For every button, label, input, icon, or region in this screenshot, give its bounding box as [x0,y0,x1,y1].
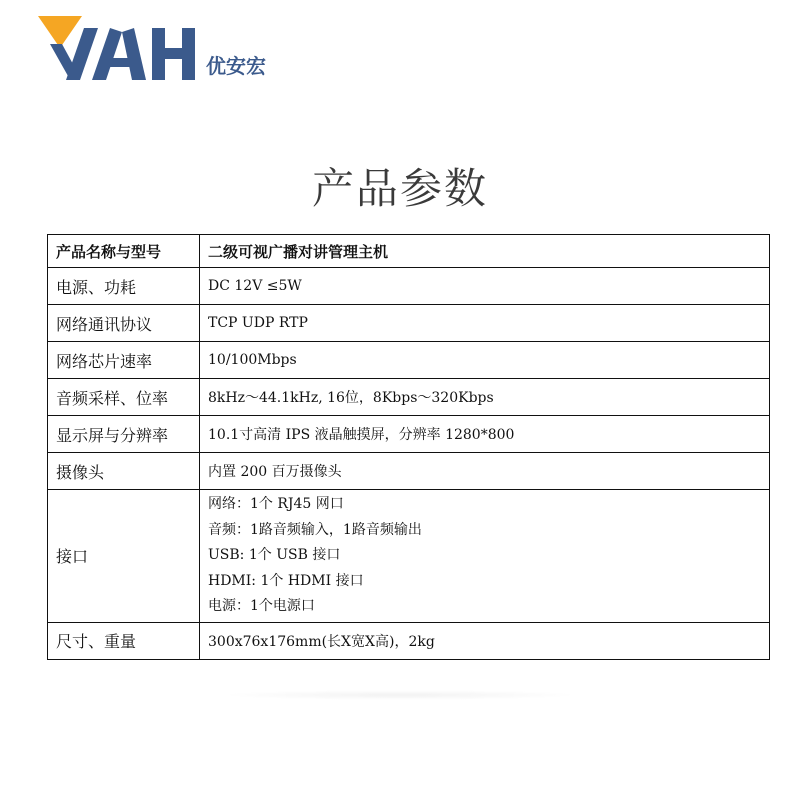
row-label: 网络通讯协议 [48,305,200,342]
row-value-line: 8kHz～44.1kHz, 16位，8Kbps～320Kbps [208,390,494,406]
row-label: 摄像头 [48,453,200,490]
table-row [48,416,770,453]
row-value-line: 10.1寸高清 IPS 液晶触摸屏，分辨率 1280*800 [208,427,515,443]
row-value [200,490,770,623]
table-row [48,342,770,379]
header-value: 二级可视广播对讲管理主机 [200,235,770,268]
row-value-line: 音频：1路音频输入，1路音频输出 [208,521,422,538]
table-row [48,622,770,659]
table-row [48,379,770,416]
row-label: 接口 [48,490,200,623]
row-value-line: 内置 200 百万摄像头 [208,464,342,480]
row-value-line: HDMI: 1个 HDMI 接口 [208,572,364,589]
page-title: 产品参数 [311,164,488,213]
spec-table-body [48,235,770,660]
row-value [200,379,770,416]
row-value [200,268,770,305]
brand-name: 优安宏 [206,54,266,78]
table-header-row [48,235,770,268]
row-value-line: 电源：1个电源口 [208,598,315,615]
row-value-line: 10/100Mbps [208,352,297,368]
spec-table [47,234,770,660]
table-shadow [220,690,580,700]
row-value [200,342,770,379]
row-value [200,453,770,490]
row-value-line: 300x76x176mm(长X宽X高)，2kg [208,633,435,650]
row-value-line: 网络：1个 RJ45 网口 [208,496,344,512]
row-label: 尺寸、重量 [48,622,200,659]
table-row [48,490,770,623]
row-label: 显示屏与分辨率 [48,416,200,453]
table-row [48,268,770,305]
table-row [48,305,770,342]
logo-mark-icon [36,14,206,86]
row-label: 音频采样、位率 [48,379,200,416]
table-row [48,453,770,490]
header-label: 产品名称与型号 [48,235,200,268]
row-value-line: TCP UDP RTP [208,315,308,331]
row-value [200,622,770,659]
brand-logo [36,14,266,86]
row-label: 电源、功耗 [48,268,200,305]
row-value [200,305,770,342]
row-value-line: DC 12V ≤5W [208,278,302,294]
row-value-line: USB: 1个 USB 接口 [208,547,341,564]
row-label: 网络芯片速率 [48,342,200,379]
row-value [200,416,770,453]
